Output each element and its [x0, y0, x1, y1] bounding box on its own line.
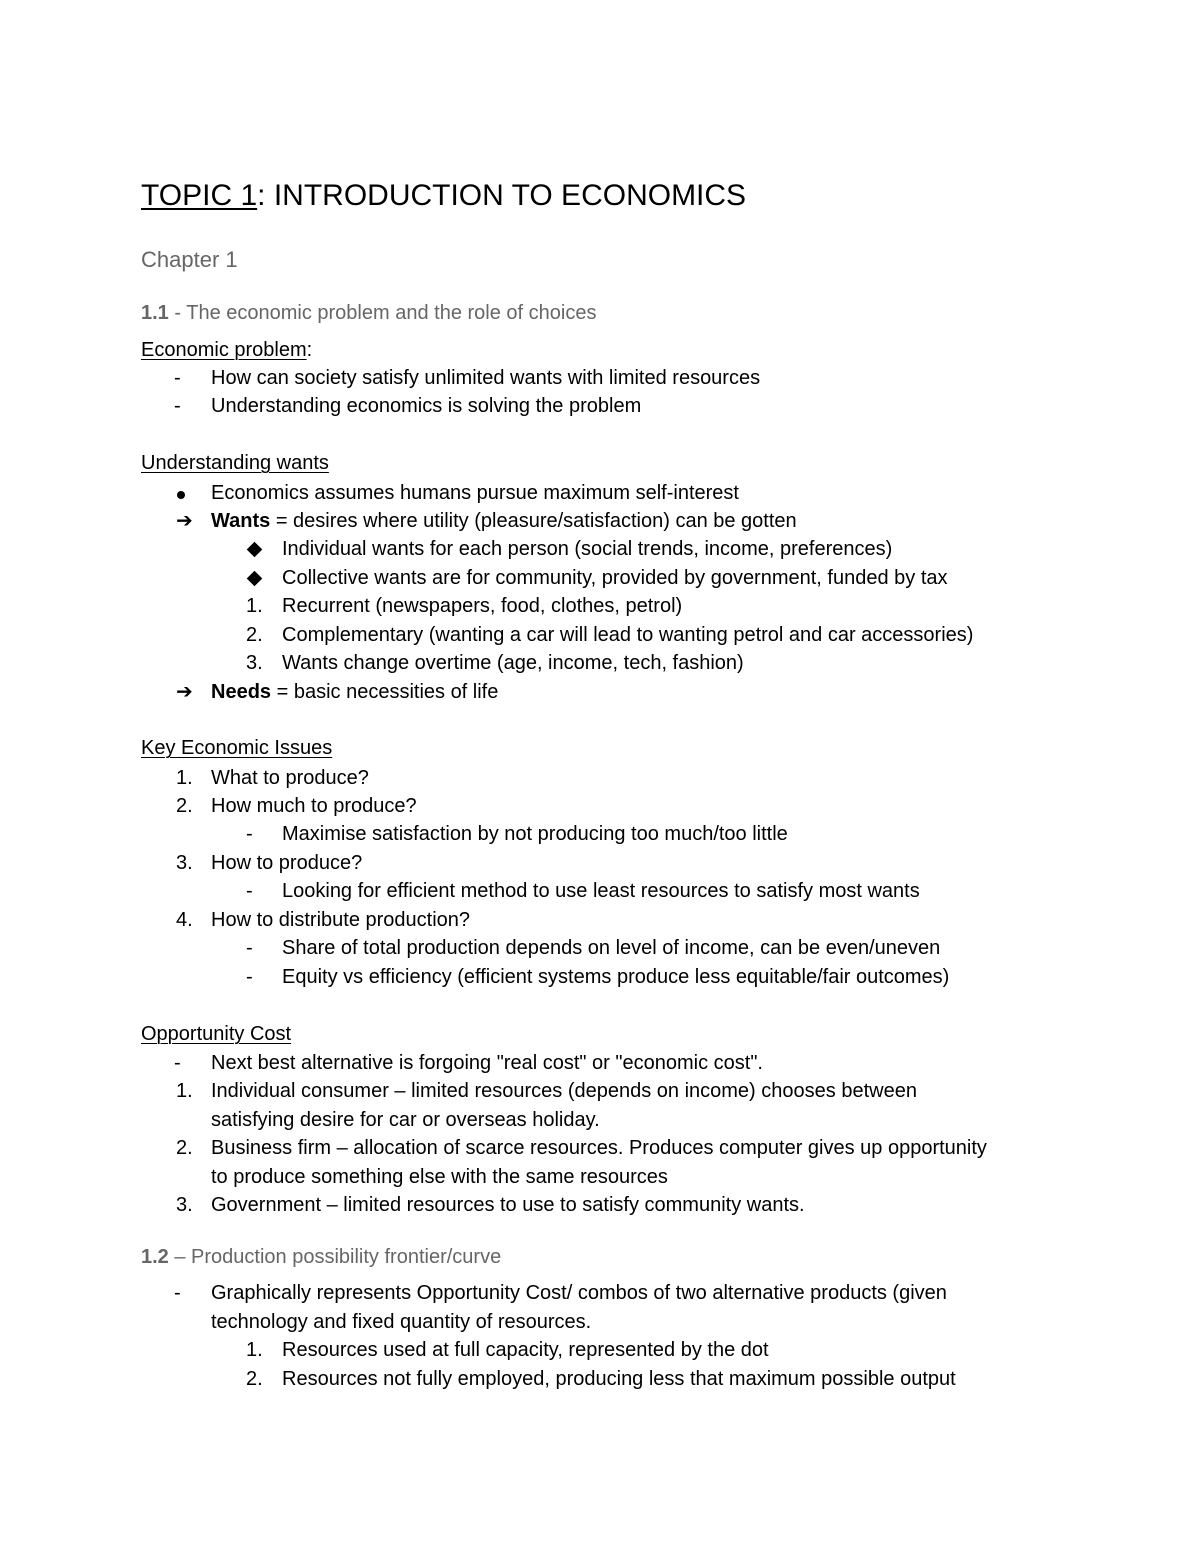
list-item-text: Share of total production depends on level of income, can be even/uneven	[282, 937, 941, 959]
dash-marker: -	[174, 1052, 181, 1074]
issues-heading	[141, 736, 332, 760]
number-marker: 1.	[246, 1339, 263, 1361]
list-item-text: Individual wants for each person (social trends, income, preferences)	[282, 538, 893, 560]
list-item-text: How to distribute production?	[211, 909, 471, 931]
chapter-label: Chapter 1	[141, 247, 238, 272]
arrow-right-icon: ➔	[176, 681, 193, 703]
list-item-text: Recurrent (newspapers, food, clothes, petrol)	[282, 595, 683, 617]
section-1-1-number: 1.1	[141, 302, 169, 324]
list-item-text: Resources used at full capacity, represented by the dot	[282, 1339, 769, 1361]
opp-cost-heading-text: Opportunity Cost	[141, 1023, 292, 1045]
dash-marker: -	[174, 395, 181, 417]
dash-marker: -	[246, 880, 253, 902]
list-item-text: Looking for efficient method to use least resources to satisfy most wants	[282, 880, 920, 902]
list-item-text: satisfying desire for car or overseas holiday.	[211, 1109, 600, 1131]
issues-heading-text: Key Economic Issues	[141, 737, 333, 759]
section-1-2-title: – Production possibility frontier/curve	[168, 1246, 502, 1268]
list-item-text: Equity vs efficiency (efficient systems produce less equitable/fair outcomes)	[282, 966, 950, 988]
number-marker: 3.	[176, 1194, 193, 1216]
diamond-bullet-icon	[247, 537, 260, 561]
list-item-text: Economics assumes humans pursue maximum self-interest	[211, 482, 739, 504]
list-item-text: Government – limited resources to use to satisfy community wants.	[211, 1194, 805, 1216]
wants-heading	[141, 451, 329, 475]
list-item-text: Maximise satisfaction by not producing too much/too little	[282, 823, 788, 845]
page-title	[141, 178, 746, 214]
number-marker: 1.	[246, 595, 263, 617]
list-item-text: technology and fixed quantity of resources.	[211, 1311, 592, 1333]
section-1-1-heading	[141, 301, 596, 325]
section-1-1-title: - The economic problem and the role of choices	[168, 302, 597, 324]
econ-problem-colon: :	[306, 339, 313, 361]
arrow-right-icon: ➔	[176, 510, 193, 532]
wants-heading-text: Understanding wants	[141, 452, 329, 474]
list-item-text: Business firm – allocation of scarce resources. Produces computer gives up opportunity	[211, 1137, 987, 1159]
diamond-bullet-icon	[247, 566, 260, 590]
list-item-text: Wants change overtime (age, income, tech, fashion)	[282, 652, 744, 674]
term-needs: Needs	[211, 681, 272, 703]
list-item-text: Resources not fully employed, producing less that maximum possible output	[282, 1368, 956, 1390]
list-item-text: Complementary (wanting a car will lead to wanting petrol and car accessories)	[282, 624, 974, 646]
list-item-text: Individual consumer – limited resources (depends on income) chooses between	[211, 1080, 917, 1102]
dash-marker: -	[174, 367, 181, 389]
definition-text: = desires where utility (pleasure/satisfaction) can be gotten	[270, 510, 797, 532]
list-item-text: How much to produce?	[211, 795, 417, 817]
number-marker: 2.	[246, 624, 263, 646]
list-item-text: How can society satisfy unlimited wants with limited resources	[211, 367, 761, 389]
number-marker: 2.	[176, 795, 193, 817]
dash-marker: -	[174, 1282, 181, 1304]
term-wants: Wants	[211, 510, 271, 532]
list-item-text: Next best alternative is forgoing "real cost" or "economic cost".	[211, 1052, 763, 1074]
number-marker: 1.	[176, 1080, 193, 1102]
list-item-text	[211, 680, 498, 704]
bullet-dot-icon	[177, 481, 185, 505]
definition-text: = basic necessities of life	[271, 681, 499, 703]
list-item-text: How to produce?	[211, 852, 363, 874]
title-rest: : INTRODUCTION TO ECONOMICS	[257, 179, 747, 212]
econ-problem-heading	[141, 338, 312, 362]
list-item-text: Collective wants are for community, provided by government, funded by tax	[282, 567, 948, 589]
number-marker: 2.	[176, 1137, 193, 1159]
number-marker: 3.	[176, 852, 193, 874]
number-marker: 2.	[246, 1368, 263, 1390]
title-topic: TOPIC 1	[141, 179, 258, 212]
section-1-2-number: 1.2	[141, 1246, 169, 1268]
number-marker: 1.	[176, 767, 193, 789]
econ-problem-heading-text: Economic problem	[141, 339, 307, 361]
list-item-text: to produce something else with the same resources	[211, 1166, 668, 1188]
number-marker: 3.	[246, 652, 263, 674]
list-item-text: Graphically represents Opportunity Cost/ combos of two alternative products (given	[211, 1282, 947, 1304]
number-marker: 4.	[176, 909, 193, 931]
dash-marker: -	[246, 937, 253, 959]
list-item-text: What to produce?	[211, 767, 369, 789]
opp-cost-heading	[141, 1022, 291, 1046]
list-item-text	[211, 509, 797, 533]
section-1-2-heading	[141, 1245, 501, 1269]
dash-marker: -	[246, 823, 253, 845]
list-item-text: Understanding economics is solving the problem	[211, 395, 642, 417]
dash-marker: -	[246, 966, 253, 988]
